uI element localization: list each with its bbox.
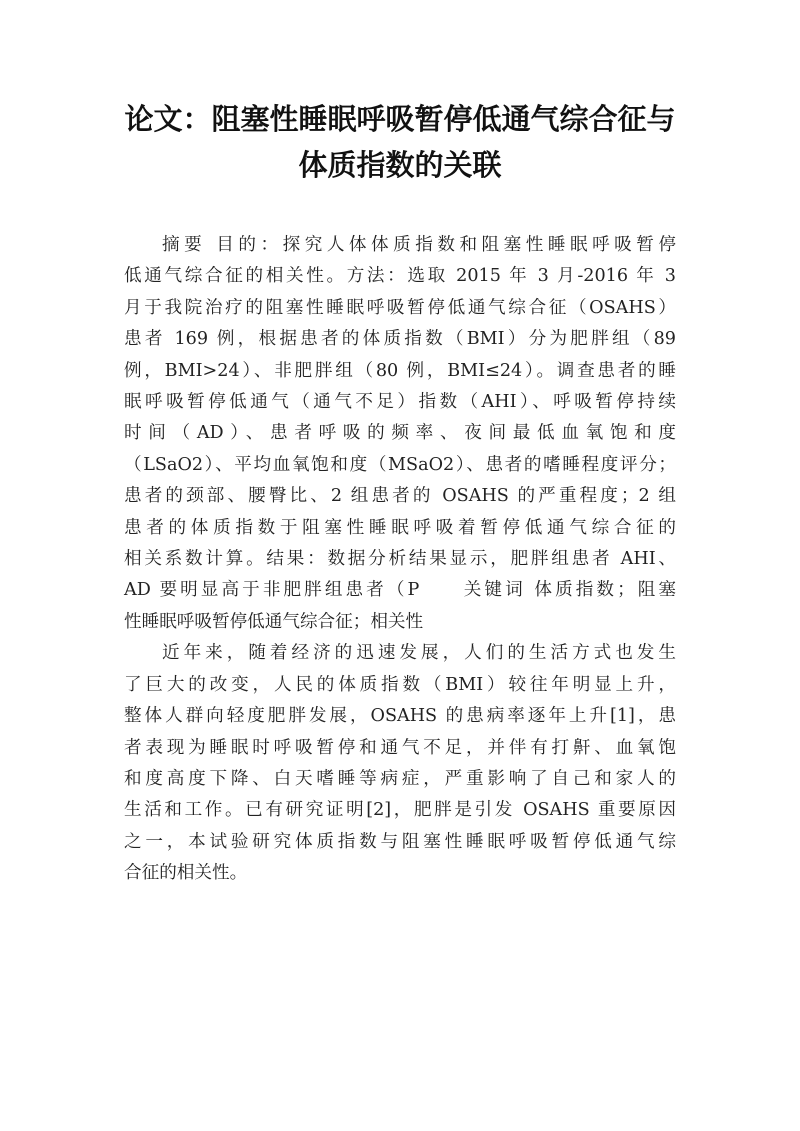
document-body (124, 230, 676, 890)
abstract-keywords-line: AD 要明显高于非肥胖组患者（P 关键词 体质指数；阻塞 (124, 580, 676, 601)
abstract-line: 摘要 目的：探究人体体质指数和阻塞性睡眠呼吸暂停 (162, 235, 676, 255)
abstract-line: 例，BMI>24）、非肥胖组（80 例，BMI≤24）。调查患者的睡 (124, 360, 676, 381)
intro-line: 整体人群向轻度肥胖发展，OSAHS 的患病率逐年上升[1]，患 (124, 706, 676, 727)
intro-line: 合征的相关性。 (124, 863, 248, 884)
title-line-1: 论文：阻塞性睡眠呼吸暂停低通气综合征与 (124, 102, 676, 136)
abstract-keywords-line: 性睡眠呼吸暂停低通气综合征；相关性 (124, 611, 424, 632)
abstract-line: 月于我院治疗的阻塞性睡眠呼吸暂停低通气综合征（OSAHS） (124, 297, 676, 318)
abstract-line: 时间（AD）、患者呼吸的频率、夜间最低血氧饱和度 (124, 423, 676, 444)
document-title (80, 96, 720, 188)
intro-line: 近年来，随着经济的迅速发展，人们的生活方式也发生 (162, 643, 676, 664)
intro-line: 者表现为睡眠时呼吸暂停和通气不足，并伴有打鼾、血氧饱 (124, 737, 676, 758)
abstract-line: 患者的颈部、腰臀比、2 组患者的 OSAHS 的严重程度；2 组 (124, 486, 676, 507)
intro-line: 生活和工作。已有研究证明[2]，肥胖是引发 OSAHS 重要原因 (124, 800, 676, 821)
abstract-line: 眠呼吸暂停低通气（通气不足）指数（AHI）、呼吸暂停持续 (124, 392, 676, 413)
abstract-line: 低通气综合征的相关性。方法：选取 2015 年 3 月-2016 年 3 (124, 266, 676, 287)
intro-paragraph (124, 638, 676, 889)
abstract-line: （LSaO2）、平均血氧饱和度（MSaO2）、患者的嗜睡程度评分； (124, 454, 676, 475)
title-line-2: 体质指数的关联 (298, 148, 502, 182)
intro-line: 了巨大的改变，人民的体质指数（BMI）较往年明显上升， (124, 674, 676, 695)
abstract-line: 患者的体质指数于阻塞性睡眠呼吸着暂停低通气综合征的 (124, 517, 676, 538)
abstract-line: 相关系数计算。结果：数据分析结果显示，肥胖组患者 AHI、 (124, 549, 676, 570)
intro-line: 之一，本试验研究体质指数与阻塞性睡眠呼吸暂停低通气综 (124, 831, 676, 852)
abstract-line: 患者 169 例，根据患者的体质指数（BMI）分为肥胖组（89 (124, 329, 676, 350)
abstract-paragraph (124, 230, 676, 638)
intro-line: 和度高度下降、白天嗜睡等病症，严重影响了自己和家人的 (124, 768, 676, 789)
